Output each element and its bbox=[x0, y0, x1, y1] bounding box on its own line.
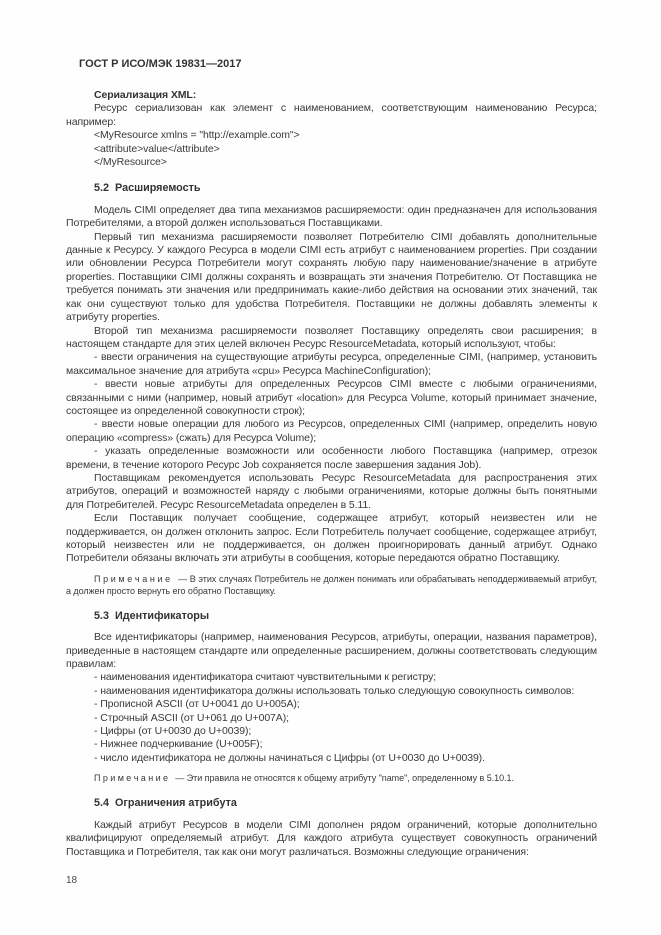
section-5-2-paragraph: Первый тип механизма расширяемости позволяет Потребителю CIMI добавлять дополнительные данные к Ресурсу. У каждого Ресурса в модели CIMI есть атрибут с наименованием properties. При создании или обновлении Ресурса Потребители могут сохранять любую пару наименование/значение в атрибуте properties. Поставщики CIMI должны сохранять и возвращать эти значения Потребителю. От Поставщика не требуется понимать эти значения или предпринимать какие-либо действия на основании этих значений, так как они существуют только для удобства Потребителя. Поставщики не должны добавлять элементы к атрибуту properties. bbox=[66, 230, 597, 324]
section-5-3-list-item: - наименования идентификатора считают чувствительными к регистру; bbox=[94, 671, 437, 684]
section-5-2-list-item: - ввести новые атрибуты для определенных Ресурсов CIMI вместе с любыми ограничениями, связанными с ними (например, новый атрибут «location» для Ресурса Volume, который принимает значение, состоящее из определенной совокупности строк); bbox=[66, 378, 597, 417]
page-number: 18 bbox=[66, 874, 78, 886]
section-5-3-list-item: - наименования идентификатора должны использовать только следующую совокупность символов: bbox=[94, 684, 575, 697]
section-5-2-paragraph: Второй тип механизма расширяемости позволяет Поставщику определять свои расширения; в настоящем стандарте для этих целей включен Ресурс ResourceMetadata, который используют, чтобы: bbox=[66, 324, 597, 350]
section-5-3-list-item: - Строчный ASCII (от U+061 до U+007A); bbox=[94, 711, 289, 724]
section-5-4-heading: 5.4 Ограничения атрибута bbox=[94, 797, 237, 810]
section-5-2-paragraph: Если Поставщик получает сообщение, содержащее атрибут, который неизвестен или не поддерживается, он должен отклонить запрос. Если Потребитель получает сообщение, содержащее атрибут, который неизвестен или не поддерживается, он должен проигнорировать данный атрибут. Однако Потребители обязаны включать эти атрибуты в сообщения, которые передаются обратно Поставщику. bbox=[66, 512, 597, 565]
section-5-2-list-item: - ввести новые операции для любого из Ресурсов, определенных CIMI (например, определить новую операцию «compress» (сжать) для Ресурса Volume); bbox=[66, 418, 597, 444]
document-number: ГОСТ Р ИСО/МЭК 19831—2017 bbox=[79, 58, 242, 70]
section-5-2-paragraph: Поставщикам рекомендуется использовать Ресурс ResourceMetadata для распространения этих атрибутов, операций и возможностей наряду с любыми ограничениями, которые должны быть понятными для Потребителей. Ресурс ResourceMetadata определен в 5.11. bbox=[66, 471, 597, 511]
section-5-3-list-item: - число идентификатора не должны начинаться с Цифры (от U+0030 до U+0039). bbox=[94, 751, 485, 764]
section-5-4-paragraph: Каждый атрибут Ресурсов в модели CIMI дополнен рядом ограничений, которые дополнительно квалифицируют определяемый атрибут. Для каждого атрибута существует совокупность ограничений Поставщика и Потребителя, так как они могут различаться. Возможны следующие ограничения: bbox=[66, 818, 597, 858]
section-5-2-note: П р и м е ч а н и е — В этих случаях Потребитель не должен понимать или обрабатывать неподдерживаемый атрибут, а должен просто вернуть его обратно Поставщику. bbox=[66, 573, 600, 596]
section-5-3-list-item: - Нижнее подчеркивание (U+005F); bbox=[94, 738, 263, 751]
xml-code-line: <MyResource xmlns = "http://example.com"> bbox=[94, 129, 300, 142]
section-5-3-list-item: - Прописной ASCII (от U+0041 до U+005A); bbox=[94, 698, 300, 711]
section-5-2-heading: 5.2 Расширяемость bbox=[94, 182, 201, 195]
serialization-intro: Ресурс сериализован как элемент с наименованием, соответствующим наименованию Ресурса; например: bbox=[66, 102, 597, 128]
xml-code-line: </MyResource> bbox=[94, 156, 167, 169]
section-5-2-list-item: - ввести ограничения на существующие атрибуты ресурса, определенные CIMI, (например, установить максимальное значение для атрибута «cpu» Ресурса MachineConfiguration); bbox=[66, 351, 597, 377]
section-5-3-list-item: - Цифры (от U+0030 до U+0039); bbox=[94, 725, 252, 738]
section-5-2-paragraph: Модель CIMI определяет два типа механизмов расширяемости: один предназначен для использования Потребителями, а второй должен использоваться Поставщиками. bbox=[66, 203, 597, 230]
section-5-3-paragraph: Все идентификаторы (например, наименования Ресурсов, атрибуты, операции, названия параметров), приведенные в настоящем стандарте или определенные расширением, должны соответствовать следующим правилам: bbox=[66, 631, 597, 671]
xml-code-line: <attribute>value</attribute> bbox=[94, 142, 220, 155]
section-5-2-list-item: - указать определенные возможности или особенности любого Поставщика (например, отрезок времени, в течение которого Ресурс Job сохраняется после завершения задания Job). bbox=[66, 445, 597, 471]
section-5-3-heading: 5.3 Идентификаторы bbox=[94, 609, 210, 622]
document-content bbox=[66, 89, 600, 886]
section-5-3-note: П р и м е ч а н и е — Эти правила не относятся к общему атрибуту "name", определенному в 5.10.1. bbox=[94, 773, 514, 784]
serialization-title: Сериализация XML: bbox=[94, 89, 197, 101]
